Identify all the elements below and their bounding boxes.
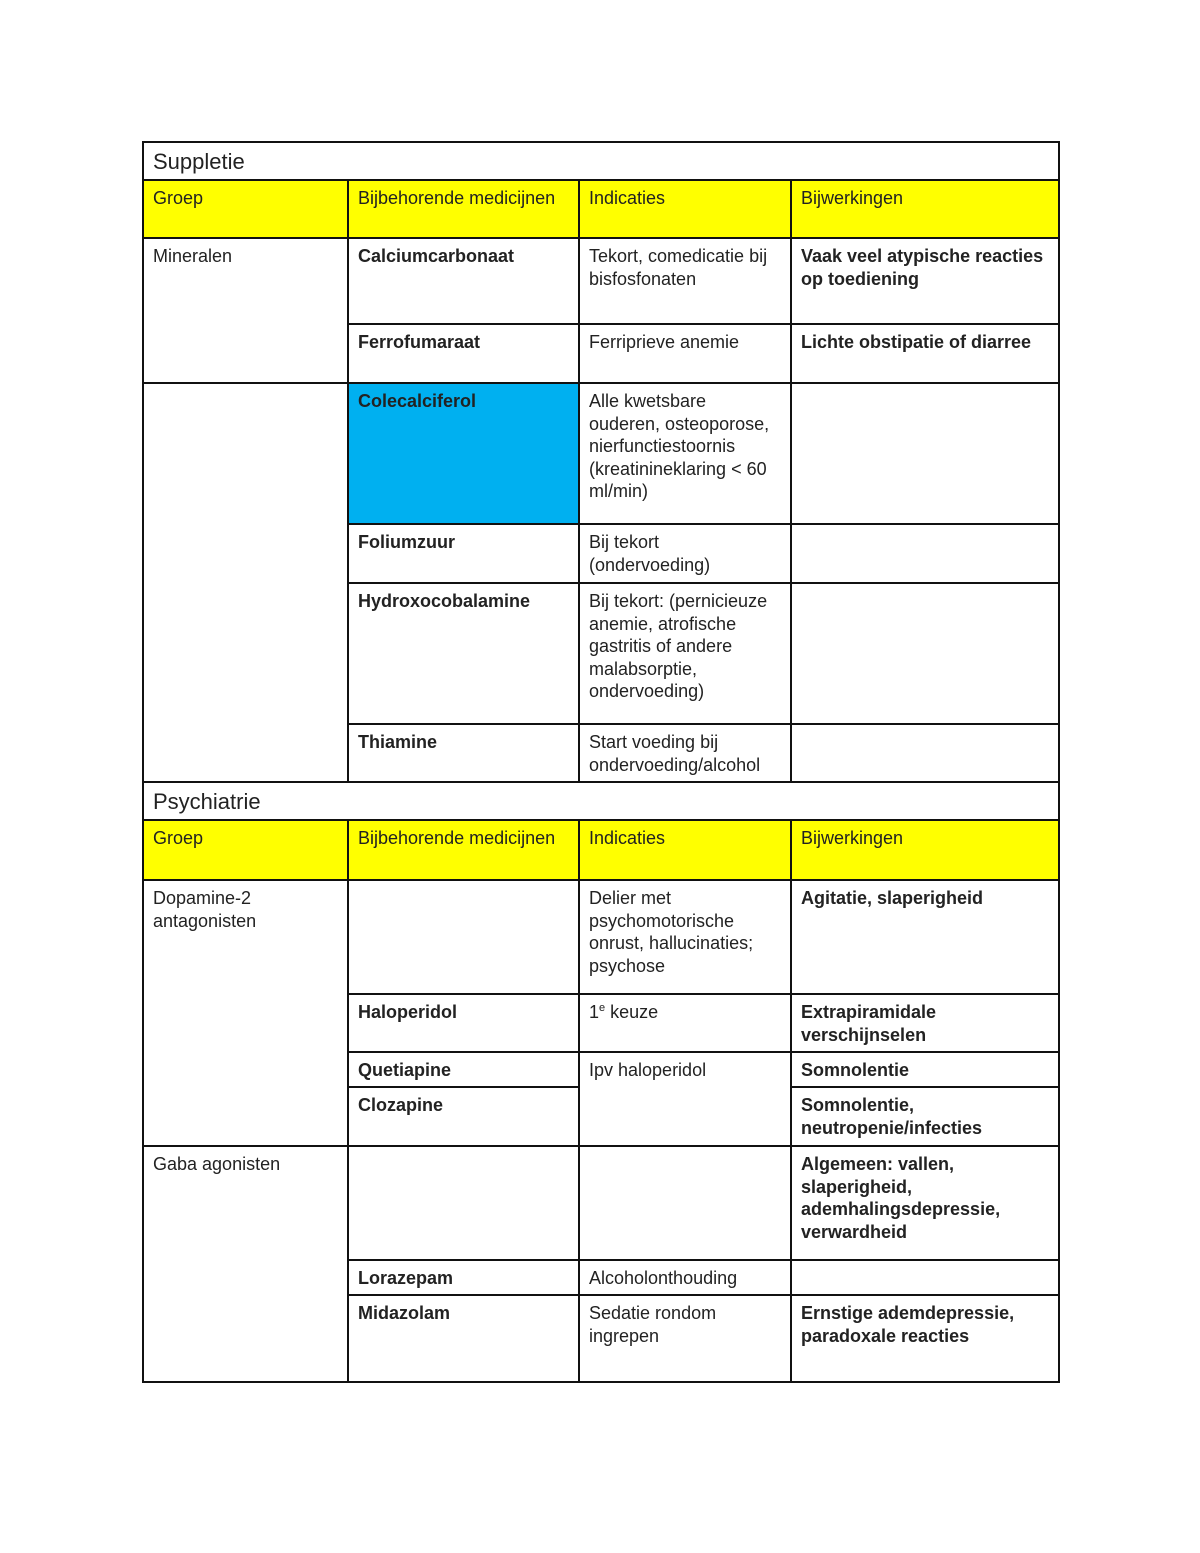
indication-cell <box>579 994 791 1052</box>
header-row <box>143 820 1059 880</box>
side-effect-cell: Somnolentie, neutropenie/infecties <box>791 1087 1059 1146</box>
side-effect-cell: Algemeen: vallen, slaperigheid, ademhalingsdepressie, verwardheid <box>791 1146 1059 1260</box>
header-groep: Groep <box>143 180 348 238</box>
medication-table <box>142 141 1060 1383</box>
medicine-cell: Foliumzuur <box>348 524 579 583</box>
header-medicijnen: Bijbehorende medicijnen <box>348 820 579 880</box>
medicine-cell: Ferrofumaraat <box>348 324 579 383</box>
side-effect-cell: Extrapiramidale verschijnselen <box>791 994 1059 1052</box>
side-effect-cell: Vaak veel atypische reacties op toediening <box>791 238 1059 324</box>
ordinal-number: 1 <box>589 1002 600 1022</box>
section-title-row <box>143 782 1059 820</box>
medicine-cell: Clozapine <box>348 1087 579 1146</box>
ordinal-suffix: e <box>599 1002 606 1014</box>
table-row <box>143 1146 1059 1260</box>
indication-cell: Delier met psychomotorische onrust, hallucinaties; psychose <box>579 880 791 994</box>
header-indicaties: Indicaties <box>579 820 791 880</box>
side-effect-cell: Ernstige ademdepressie, paradoxale reacties <box>791 1295 1059 1382</box>
indication-cell: Bij tekort: (pernicieuze anemie, atrofische gastritis of andere malabsorptie, ondervoeding) <box>579 583 791 724</box>
group-cell: Dopamine-2 antagonisten <box>143 880 348 1146</box>
medicine-cell: Haloperidol <box>348 994 579 1052</box>
ordinal-text: keuze <box>605 1002 659 1022</box>
side-effect-cell <box>791 383 1059 524</box>
section-title: Psychiatrie <box>143 782 1059 820</box>
group-cell <box>143 383 348 782</box>
section-title: Suppletie <box>143 142 1059 180</box>
medicine-cell: Lorazepam <box>348 1260 579 1295</box>
header-row <box>143 180 1059 238</box>
header-bijwerkingen: Bijwerkingen <box>791 820 1059 880</box>
side-effect-cell: Agitatie, slaperigheid <box>791 880 1059 994</box>
medicine-cell: Hydroxocobalamine <box>348 583 579 724</box>
side-effect-cell <box>791 583 1059 724</box>
indication-cell: Sedatie rondom ingrepen <box>579 1295 791 1382</box>
medicine-cell-highlighted: Colecalciferol <box>348 383 579 524</box>
indication-cell: Bij tekort (ondervoeding) <box>579 524 791 583</box>
medicine-cell <box>348 1146 579 1260</box>
indication-cell <box>579 1146 791 1260</box>
side-effect-cell: Lichte obstipatie of diarree <box>791 324 1059 383</box>
indication-cell: Ipv haloperidol <box>579 1052 791 1146</box>
side-effect-cell <box>791 1260 1059 1295</box>
section-title-row <box>143 142 1059 180</box>
header-bijwerkingen: Bijwerkingen <box>791 180 1059 238</box>
indication-cell: Alle kwetsbare ouderen, osteoporose, nierfunctiestoornis (kreatinineklaring < 60 ml/min) <box>579 383 791 524</box>
side-effect-cell <box>791 524 1059 583</box>
table-row <box>143 238 1059 324</box>
indication-cell: Tekort, comedicatie bij bisfosfonaten <box>579 238 791 324</box>
side-effect-cell: Somnolentie <box>791 1052 1059 1087</box>
medicine-cell: Calciumcarbonaat <box>348 238 579 324</box>
indication-cell: Ferriprieve anemie <box>579 324 791 383</box>
medicine-cell: Thiamine <box>348 724 579 782</box>
side-effect-cell <box>791 724 1059 782</box>
medicine-cell <box>348 880 579 994</box>
medicine-cell: Quetiapine <box>348 1052 579 1087</box>
header-groep: Groep <box>143 820 348 880</box>
group-cell: Gaba agonisten <box>143 1146 348 1382</box>
table-row <box>143 880 1059 994</box>
table-row <box>143 383 1059 524</box>
indication-cell: Start voeding bij ondervoeding/alcohol <box>579 724 791 782</box>
header-medicijnen: Bijbehorende medicijnen <box>348 180 579 238</box>
indication-cell: Alcoholonthouding <box>579 1260 791 1295</box>
header-indicaties: Indicaties <box>579 180 791 238</box>
group-cell: Mineralen <box>143 238 348 383</box>
medicine-cell: Midazolam <box>348 1295 579 1382</box>
